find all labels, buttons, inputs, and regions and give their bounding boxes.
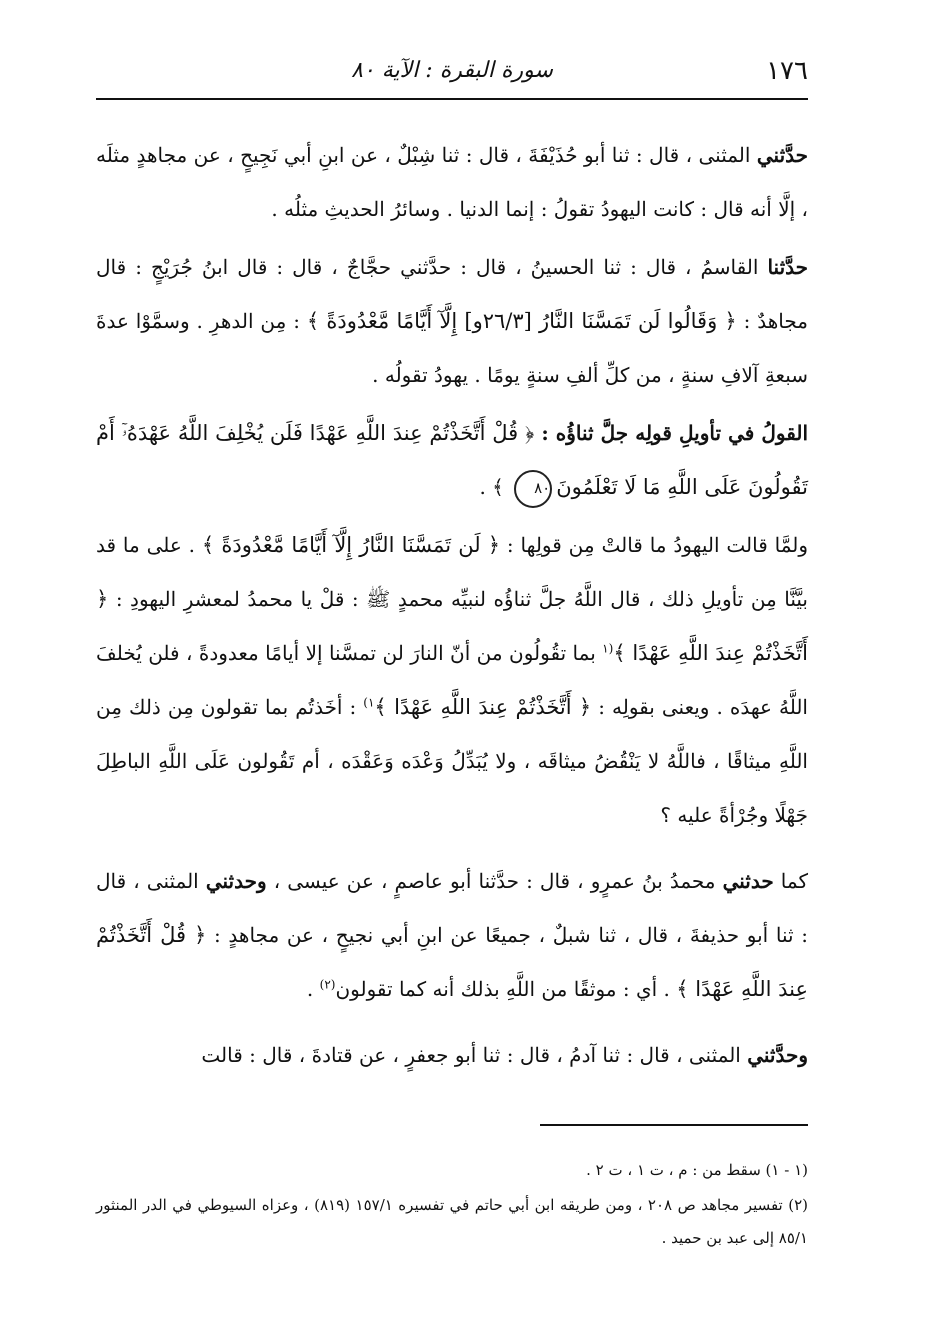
quran-quote: ﴿ أَتَّخَذْتُمْ عِندَ اللَّهِ عَهْدًا ﴾ [96,587,808,665]
running-header [96,54,808,96]
paragraph-text: المثنى ، قال : ثنا آدمُ ، قال : ثنا أبو جعفرٍ ، عن قتادةَ ، قال : قالت [201,1043,748,1067]
footnote-marker[interactable]: (٢) [319,977,336,992]
paragraph-6 [96,1028,808,1082]
narration-lead: حدَّثني [756,143,808,167]
narration-lead: حدثني [722,869,774,893]
paragraph-text: . أي : موثقًا من اللَّهِ بذلك أنه كما تقولون [335,977,677,1001]
paragraph-text: . [306,977,320,1001]
footnote-2: (٢) تفسير مجاهد ص ٢٠٨ ، ومن طريقه ابن أبي حاتم في تفسيره ١٥٧/١ (٨١٩) ، وعزاه السيوطي في الدر المنثور ٨٥/١ إلى عبد بن حميد . [96,1196,809,1247]
paragraph-text: ولمَّا قالت اليهودُ ما قالتْ مِن قولِها : [500,533,809,557]
quran-quote: ﴿ أَتَّخَذْتُمْ عِندَ اللَّهِ عَهْدًا ﴾ [374,695,592,719]
section-heading: القولُ في تأويلِ قولِه جلَّ ثناؤُه : [534,421,808,445]
paragraph-1 [96,128,808,236]
paragraph-text: كما [773,869,808,893]
quran-quote: ﴿ قُلْ أَتَّخَذْتُمْ عِندَ اللَّهِ عَهْدًا فَلَن يُخْلِفَ اللَّهُ عَهْدَهُۥٓ أَمْ تَقُولُونَ عَلَى اللَّهِ مَا لَا تَعْلَمُونَ [96,421,808,499]
paragraph-text: . على ما قد بيَّنَّا مِن تأويلِ ذلك ، قال اللَّهُ جلَّ ثناؤُه لنبيِّه محمدٍ ﷺ : قلْ يا محمدُ لمعشرِ اليهودِ : [96,533,808,611]
paragraph-text: بما تقُولُون من أنّ النارَ لن تمسَّنا إلا أيامًا معدودةً ، فلن يُخلفَ اللَّهُ عهدَه . ويعنى بقولِه : [96,641,808,719]
paragraph-3 [96,406,808,514]
footnote-rule [540,1124,808,1126]
narration-lead: وحدَّثني [747,1043,808,1067]
quran-quote: ﴿ وَقَالُوا لَن تَمَسَّنَا النَّارُ [٢٦/٣و] إِلَّآ أَيَّامًا مَّعْدُودَةً ﴾ [306,309,737,333]
page-number: ١٧٦ [766,56,808,86]
footnote-marker[interactable]: (١ [602,641,614,656]
footnote-1: (١ - ١) سقط من : م ، ت ١ ، ت ٢ . [586,1161,808,1179]
quran-quote: ﴿ لَن تَمَسَّنَا النَّارُ إِلَّآ أَيَّامًا مَّعْدُودَةً ﴾ [201,533,501,557]
paragraph-4 [96,518,808,842]
main-text [96,128,808,1094]
quran-quote: ﴿ قُلْ أَتَّخَذْتُمْ عِندَ اللَّهِ عَهْدًا ﴾ [96,923,808,1001]
header-rule [96,98,808,100]
footnotes [96,1154,808,1257]
paragraph-text: المثنى ، قال : ثنا أبو حُذَيْفَةَ ، قال : ثنا شِبْلٌ ، عن ابنِ أبي نَجِيحٍ ، عن مجاهدٍ مثلَه ، إلَّا أنه قال : كانت اليهودُ تقولُ : إنما الدنيا . وسائرُ الحديثِ مثلُه . [96,143,808,221]
narration-lead: حدَّثنا [767,255,808,279]
quote-close: ﴾ . [479,475,511,499]
paragraph-5 [96,854,808,1016]
paragraph-text: القاسمُ ، قال : ثنا الحسينُ ، قال : حدَّثني حجَّاجٌ ، قال : قال ابنُ جُرَيْجٍ : قال مجاهدٌ : [96,255,809,333]
footnote-marker[interactable]: ١) [363,695,375,710]
narration-lead: وحدثني [205,869,267,893]
ayah-number-badge: ٨٠ [514,470,552,508]
paragraph-text: محمدُ بنُ عمرٍو ، قال : حدَّثنا أبو عاصمٍ ، عن عيسى ، [266,869,723,893]
paragraph-text: : أخَذتُم بما تقولون مِن ذلك مِن اللَّهِ ميثاقًا ، فاللَّهُ لا يَنْقُضُ ميثاقَه ، ولا يُبَدِّلُ وَعْدَه وَعَقْدَه ، أم تَقُولون عَلَى اللَّهِ الباطِلَ جَهْلًا وجُرْأةً عليه ؟ [96,695,808,827]
paragraph-text: : مِن الدهرِ . وسمَّوْا عدةَ سبعةِ آلافِ سنةٍ ، من كلِّ ألفِ سنةٍ يومًا . يهودُ تقولُه . [96,309,808,387]
paragraph-text: المثنى ، قال : ثنا أبو حذيفةَ ، قال ، ثنا شبلٌ ، جميعًا عن ابنِ أبي نجيحٍ ، عن مجاهدٍ : [96,869,808,947]
running-title: سورة البقرة : الآية ٨٠ [351,58,553,83]
paragraph-2 [96,240,808,402]
